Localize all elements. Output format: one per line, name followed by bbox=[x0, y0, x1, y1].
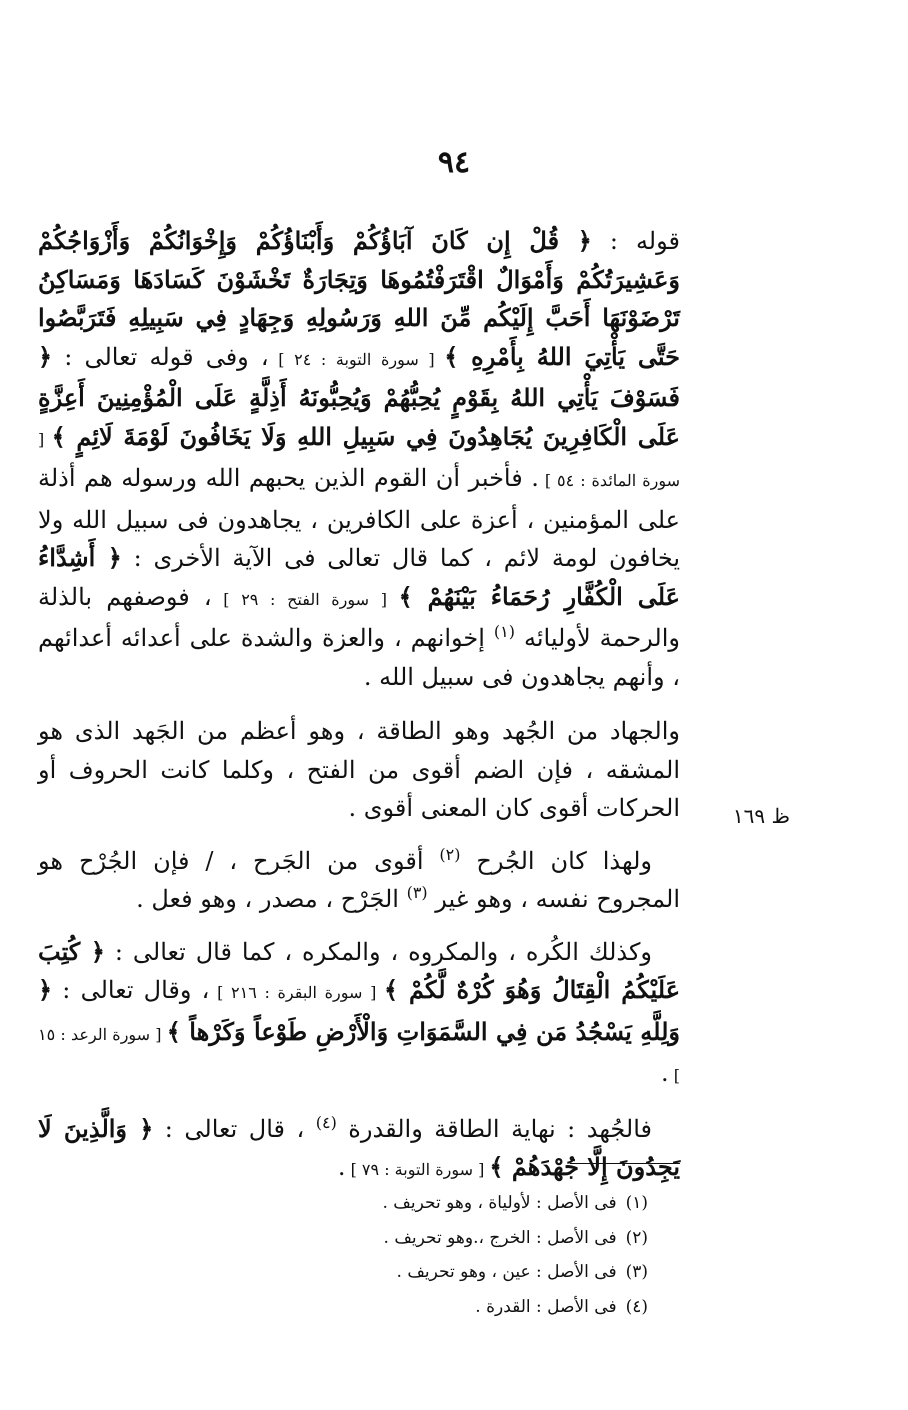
footnote-marker[interactable]: (٤) bbox=[315, 1112, 337, 1132]
text-run: إخوانهم ، والعزة والشدة على أعدائه أعدائهم ، وأنهم يجاهدون فى سبيل الله . bbox=[38, 624, 680, 691]
text-run: ، وقال تعالى : bbox=[52, 976, 210, 1004]
text-run: فالجُهد : نهاية الطاقة والقدرة bbox=[336, 1114, 653, 1143]
quran-verse: ﴿ وَالَّذِينَ لَا يَجِدُونَ إِلَّا جُهْدَهُمْ ﴾ bbox=[38, 1113, 680, 1181]
surah-reference: [ سورة الرعد : ١٥ ] bbox=[38, 1024, 680, 1085]
footnote-text: فى الأصل : القدرة . bbox=[475, 1296, 617, 1317]
footnote-marker[interactable]: (٣) bbox=[406, 883, 428, 902]
surah-reference: [ سورة التوبة : ٢٤ ] bbox=[268, 349, 445, 369]
quran-verse: ﴿ قُلْ إِن كَانَ آبَاؤُكُمْ وَأَبْنَاؤُكُمْ وَإِخْوَانُكُمْ وَأَزْوَاجُكُمْ وَعَشِيرَتُكُمْ وَأَمْوَالٌ اقْتَرَفْتُمُوهَا وَتِجَارَةٌ تَخْشَوْنَ كَسَادَهَا وَمَسَاكِنُ تَرْضَوْنَهَا أَحَبَّ إِلَيْكُم مِّنَ اللهِ وَرَسُولِهِ وَجِهَادٍ فِي سَبِيلِهِ فَتَرَبَّصُوا حَتَّى يَأْتِيَ اللهُ بِأَمْرِهِ ﴾ bbox=[38, 226, 681, 371]
footnote-item bbox=[200, 1186, 648, 1221]
page-number: ٩٤ bbox=[437, 145, 471, 180]
footnote-marker[interactable]: (٢) bbox=[439, 844, 461, 864]
surah-reference: [ سورة التوبة : ٧٩ ] bbox=[345, 1160, 490, 1179]
footnote-text: فى الأصل : عين ، وهو تحريف . bbox=[396, 1262, 617, 1282]
paragraph-1 bbox=[38, 222, 680, 696]
paragraph-4 bbox=[38, 933, 680, 1096]
paragraph-5 bbox=[38, 1110, 680, 1190]
footnote-number: (١) bbox=[625, 1193, 648, 1213]
surah-reference: [ سورة المائدة : ٥٤ ] bbox=[38, 429, 680, 490]
quran-verse: ﴿ كُتِبَ عَلَيْكُمُ الْقِتَالُ وَهُوَ كُرْهٌ لَّكُمْ ﴾ bbox=[38, 936, 681, 1004]
footnote-divider bbox=[570, 1163, 680, 1164]
text-run: ولهذا كان الجُرح bbox=[460, 846, 652, 875]
footnote-text: فى الأصل : الخرج ،.وهو تحريف . bbox=[383, 1227, 617, 1248]
footnote-number: (٢) bbox=[625, 1227, 648, 1248]
surah-reference: [ سورة الفتح : ٢٩ ] bbox=[211, 589, 399, 609]
footnote-number: (٣) bbox=[625, 1262, 648, 1282]
text-run: أقوى من الجَرح ، / فإن الجُرْح هو المجروح نفسه ، وهو غير bbox=[38, 846, 680, 913]
surah-reference: [ سورة البقرة : ٢١٦ ] bbox=[209, 983, 384, 1002]
text-run: ، فوصفهم بالذلة والرحمة لأوليائه bbox=[38, 582, 680, 652]
footnote-item bbox=[200, 1221, 648, 1256]
text-run: وكذلك الكُره ، والمكروه ، والمكره ، كما قال تعالى : bbox=[104, 937, 652, 966]
footnote-marker[interactable]: (١) bbox=[493, 622, 515, 641]
text-run: والجهاد من الجُهد وهو الطاقة ، وهو أعظم من الجَهد الذى هو المشقه ، فإن الضم أقوى من الفتح ، وكلما كانت الحروف أو الحركات أقوى كان المعنى أقوى . bbox=[38, 717, 680, 822]
text-run: . bbox=[337, 1153, 346, 1181]
quran-verse: ﴿ فَسَوْفَ يَأْتِي اللهُ بِقَوْمٍ يُحِبُّهُمْ وَيُحِبُّونَهُ أَذِلَّةٍ عَلَى الْمُؤْمِنِينَ أَعِزَّةٍ عَلَى الْكَافِرِينَ يُجَاهِدُونَ فِي سَبِيلِ اللهِ وَلَا يَخَافُونَ لَوْمَةَ لَائِمٍ ﴾ bbox=[38, 341, 681, 451]
footnote-item bbox=[200, 1255, 648, 1290]
paragraph-3 bbox=[38, 842, 680, 919]
paragraph-2 bbox=[38, 712, 680, 828]
main-text bbox=[38, 222, 680, 1204]
text-run: ، قال تعالى : bbox=[153, 1114, 316, 1143]
quran-verse: ﴿ وَلِلَّهِ يَسْجُدُ مَن فِي السَّمَوَاتِ وَالْأَرْضِ طَوْعاً وَكَرْهاً ﴾ bbox=[38, 975, 680, 1046]
footnote-number: (٤) bbox=[625, 1296, 648, 1317]
footnote-item bbox=[200, 1290, 648, 1325]
footnote-text: فى الأصل : لأولياة ، وهو تحريف . bbox=[382, 1193, 617, 1213]
footnotes bbox=[200, 1186, 648, 1324]
text-run: قوله : bbox=[591, 227, 680, 255]
text-run: . bbox=[661, 1059, 669, 1087]
text-run: الجَرْح ، مصدر ، وهو فعل . bbox=[136, 885, 407, 913]
text-run: ، وفى قوله تعالى : bbox=[52, 342, 269, 371]
quran-verse: ﴿ أَشِدَّاءُ عَلَى الْكُفَّارِ رُحَمَاءُ بَيْنَهُمْ ﴾ bbox=[38, 543, 680, 611]
text-run: . فأخبر أن القوم الذين يحبهم الله ورسوله هم أذلة على المؤمنين ، أعزة على الكافرين ، يجاهدون فى سبيل الله ولا يخافون لومة لائم ، كما قال تعالى فى الآية الأخرى : bbox=[38, 464, 681, 572]
margin-folio-note: ظ ١٦٩ bbox=[732, 804, 790, 828]
